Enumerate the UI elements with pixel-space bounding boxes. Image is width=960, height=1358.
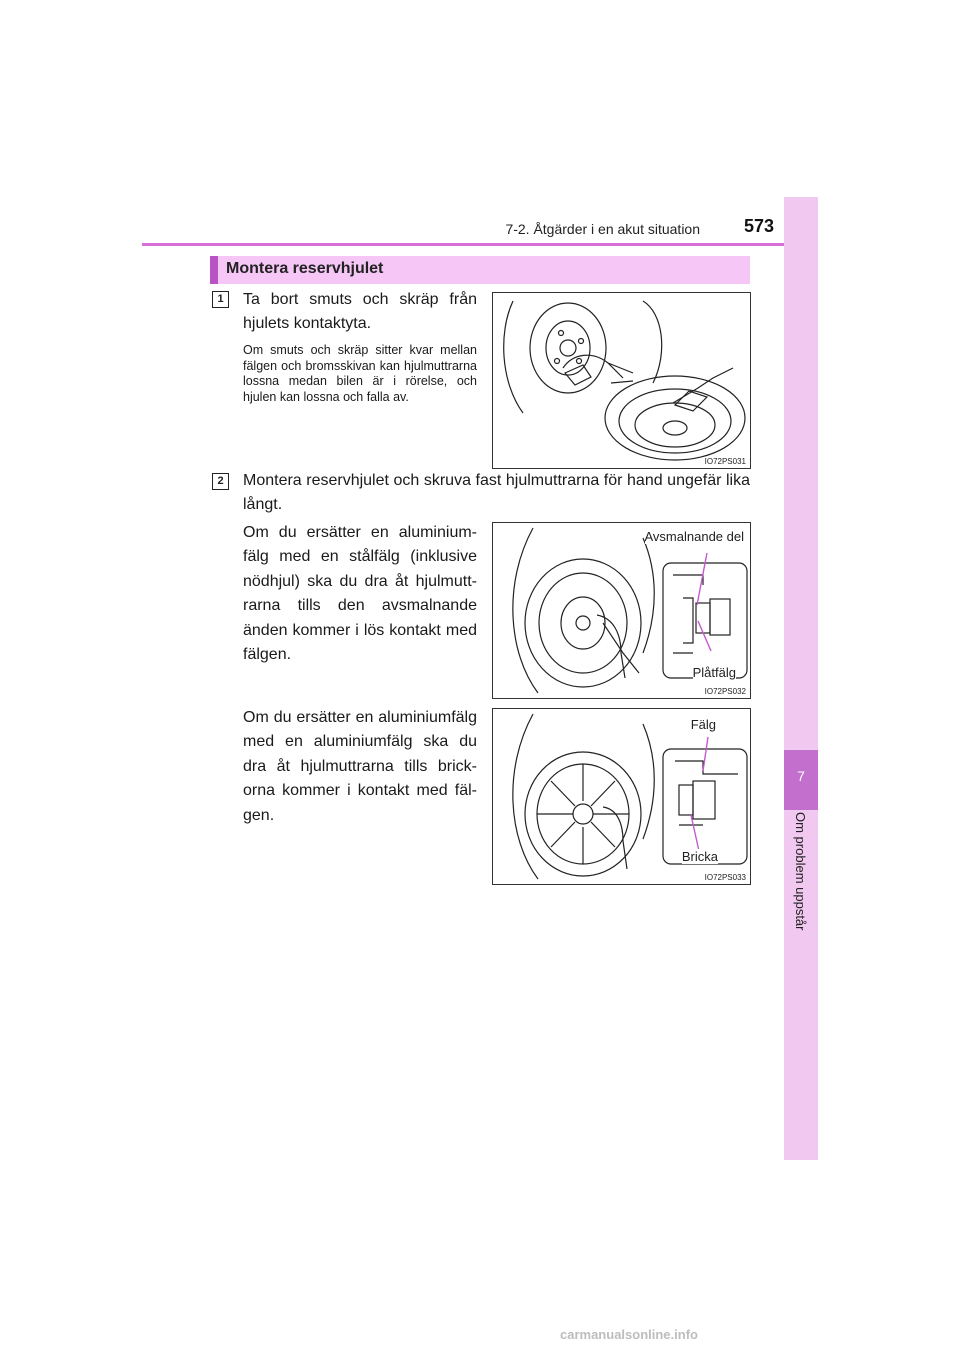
- figure-clean-contact-surface: [492, 292, 751, 469]
- chapter-tab: [784, 197, 818, 1160]
- callout-rim: Fälg: [690, 717, 716, 732]
- section-heading-accent: [210, 256, 218, 284]
- figure-code: IO72PS032: [704, 687, 746, 696]
- callout-tapered-part: Avsmalnande del: [644, 529, 744, 544]
- running-header-title: 7-2. Åtgärder i en akut situation: [505, 221, 700, 237]
- watermark: carmanualsonline.info: [560, 1327, 698, 1342]
- chapter-number: 7: [797, 768, 805, 784]
- header-rule: [142, 243, 818, 246]
- step-2-paragraph-aluminium-rim: Om du ersätter en aluminiumfälg med en aluminiumfälg ska du dra åt hjulmuttrarna tills brick-orna kommer i kontakt med fäl-gen.: [243, 709, 477, 824]
- figure-code: IO72PS033: [704, 873, 746, 882]
- illustration-wheel-cleaning: [493, 293, 750, 468]
- figure-aluminium-rim-washer: [492, 708, 751, 885]
- step-1-text: Ta bort smuts och skräp från hjulets kontaktyta.: [243, 291, 477, 332]
- step-1-note: Om smuts och skräp sitter kvar mellan fälgen och bromsskivan kan hjulmuttrarna lossna medan bilen är i rörelse, och hjulen kan lossna och falla av.: [243, 343, 477, 404]
- callout-steel-rim: Plåtfälg: [692, 665, 736, 680]
- step-2-paragraph-steel-rim: Om du ersätter en aluminium-fälg med en stålfälg (inklusive nödhjul) ska du dra åt hjulmutt-rarna tills den avsmalnande änden kommer i lös kontakt med fälgen.: [243, 524, 477, 664]
- page-number: 573: [743, 216, 774, 236]
- callout-washer: Bricka: [681, 849, 718, 864]
- section-title: Montera reservhjulet: [226, 260, 384, 277]
- chapter-label: Om problem uppstår: [793, 812, 808, 931]
- step-number-1: 1: [212, 291, 229, 308]
- figure-code: IO72PS031: [704, 457, 746, 466]
- figure-steel-rim-tapered: [492, 522, 751, 699]
- step-number-2: 2: [212, 473, 229, 490]
- step-2-text: Montera reservhjulet och skruva fast hjulmuttrarna för hand ungefär lika långt.: [243, 472, 750, 513]
